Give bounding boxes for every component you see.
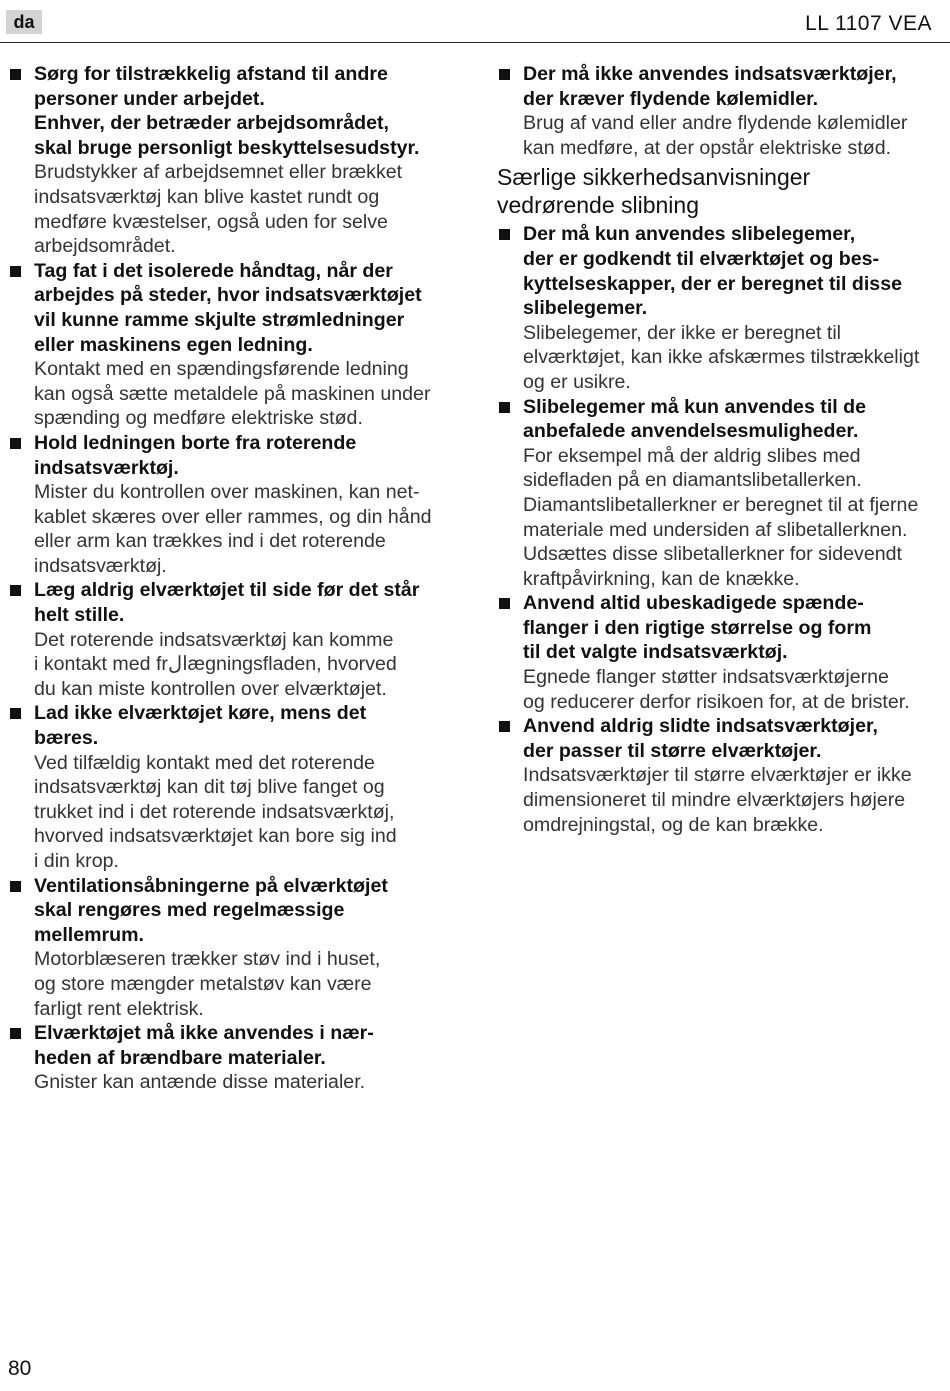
page-number: 80 — [8, 1357, 32, 1380]
bullet-body-line: Kontakt med en spændingsførende ledning — [34, 358, 409, 381]
model-name: LL 1107 VEA — [805, 12, 932, 35]
bullet-item — [8, 431, 448, 579]
square-bullet-icon — [499, 402, 510, 413]
bullet-item — [8, 259, 448, 431]
bullet-bold-line: til det valgte indsatsværktøj. — [523, 641, 788, 664]
header-divider — [0, 42, 950, 43]
bullet-body-line: Brudstykker af arbejdsemnet eller brækket — [34, 161, 403, 184]
bullet-body-line: dimensioneret til mindre elværktøjers højere — [523, 789, 906, 812]
section-heading-line: Særlige sikkerhedsanvisninger — [497, 164, 811, 191]
bullet-body-line: hvorved indsatsværktøjet kan bore sig ind — [34, 825, 397, 848]
bullet-bold-line: flanger i den rigtige størrelse og form — [523, 616, 872, 639]
bullet-body-line: medføre kvæstelser, også uden for selve — [34, 210, 388, 233]
square-bullet-icon — [499, 598, 510, 609]
bullet-bold-line: skal rengøres med regelmæssige — [34, 899, 345, 922]
bullet-bold-line: anbefalede anvendelsesmuligheder. — [523, 420, 859, 443]
bullet-body-line: kan også sætte metaldele på maskinen under — [34, 382, 431, 405]
bullet-body-line: kablet skæres over eller rammes, og din hånd — [34, 505, 432, 528]
bullet-bold-line: Der må ikke anvendes indsatsværktøjer, — [523, 63, 897, 85]
bullet-bold-line: Lad ikke elværktøjet køre, mens det — [34, 702, 367, 725]
bullet-body-line: arbejdsområdet. — [34, 235, 176, 258]
bullet-body-line: Indsatsværktøjer til større elværktøjer er ikke — [523, 764, 912, 787]
bullet-bold-line: Læg aldrig elværktøjet til side før det står — [34, 579, 420, 602]
bullet-bold-line: Sørg for tilstrækkelig afstand til andre — [34, 63, 388, 85]
bullet-body-line: i din krop. — [34, 850, 119, 872]
bullet-bold-line: der er godkendt til elværktøjet og bes- — [523, 247, 880, 270]
bullet-bold-line: Slibelegemer må kun anvendes til de — [523, 395, 867, 418]
bullet-body-line: Slibelegemer, der ikke er beregnet til — [523, 321, 842, 344]
bullet-bold-line: vil kunne ramme skjulte strømledninger — [34, 308, 405, 331]
bullet-body-line: kraftpåvirkning, kan de knække. — [523, 567, 800, 590]
bullet-bold-line: eller maskinens egen ledning. — [34, 333, 313, 356]
left-column — [8, 62, 448, 1095]
square-bullet-icon — [10, 585, 21, 596]
bullet-body-line: elværktøjet, kan ikke afskærmes tilstrækkeligt — [523, 346, 920, 369]
bullet-body-line: materiale med undersiden af slibetallerknen. — [523, 518, 908, 541]
bullet-bold-line: bæres. — [34, 727, 99, 750]
bullet-body-line: omdrejningstal, og de kan brække. — [523, 813, 824, 836]
bullet-bold-line: indsatsværktøj. — [34, 456, 179, 479]
bullet-body-line: og store mængder metalstøv kan være — [34, 972, 372, 995]
bullet-item — [497, 222, 937, 394]
bullet-bold-line: mellemrum. — [34, 923, 144, 946]
bullet-body-line: indsatsværktøj. — [34, 554, 167, 577]
square-bullet-icon — [10, 881, 21, 892]
bullet-body-line: kan medføre, at der opstår elektriske stød. — [523, 136, 892, 159]
section-heading-line: vedrørende slibning — [497, 191, 700, 218]
bullet-body-line: Det roterende indsatsværktøj kan komme — [34, 628, 394, 651]
bullet-body-line: Ved tilfældig kontakt med det roterende — [34, 751, 375, 774]
square-bullet-icon — [10, 266, 21, 277]
bullet-item — [8, 1021, 448, 1095]
bullet-item — [497, 591, 937, 714]
bullet-body-line: Egnede flanger støtter indsatsværktøjerne — [523, 666, 889, 689]
bullet-item — [497, 395, 937, 592]
bullet-body-line: trukket ind i det roterende indsatsværktøj, — [34, 800, 395, 823]
bullet-bold-line: Anvend altid ubeskadigede spænde- — [523, 592, 864, 615]
bullet-bold-line: personer under arbejdet. — [34, 87, 265, 110]
square-bullet-icon — [10, 438, 21, 449]
bullet-item — [497, 62, 937, 160]
bullet-body-line: Diamantslibetallerkner er beregnet til at fjerne — [523, 493, 919, 516]
bullet-body-line: For eksempel må der aldrig slibes med — [523, 444, 861, 467]
bullet-body-line: indsatsværktøj kan dit tøj blive fanget og — [34, 776, 385, 799]
bullet-item — [8, 62, 448, 259]
section-heading — [497, 164, 937, 219]
bullet-body-line: eller arm kan trækkes ind i det roterende — [34, 530, 386, 553]
bullet-body-line: sidefladen på en diamantslibetallerken. — [523, 469, 862, 492]
bullet-body-line: i kontakt med frالægningsfladen, hvorved — [34, 653, 397, 676]
bullet-bold-line: arbejdes på steder, hvor indsatsværktøjet — [34, 284, 422, 307]
bullet-bold-line: Tag fat i det isolerede håndtag, når der — [34, 259, 393, 282]
bullet-body-line: Brug af vand eller andre flydende kølemidler — [523, 112, 908, 135]
square-bullet-icon — [10, 1028, 21, 1039]
bullet-body-line: Udsættes disse slibetallerkner for sidevendt — [523, 543, 902, 566]
bullet-body-line: du kan miste kontrollen over elværktøjet. — [34, 677, 387, 700]
bullet-bold-line: heden af brændbare materialer. — [34, 1046, 326, 1069]
bullet-body-line: Mister du kontrollen over maskinen, kan net- — [34, 481, 420, 504]
bullet-item — [8, 701, 448, 873]
square-bullet-icon — [10, 708, 21, 719]
bullet-bold-line: skal bruge personligt beskyttelsesudstyr. — [34, 136, 420, 159]
right-column — [497, 62, 937, 837]
bullet-bold-line: Enhver, der betræder arbejdsområdet, — [34, 112, 389, 135]
bullet-bold-line: der passer til større elværktøjer. — [523, 739, 822, 762]
bullet-bold-line: Der må kun anvendes slibelegemer, — [523, 223, 856, 246]
bullet-body-line: og reducerer derfor risikoen for, at de brister. — [523, 690, 910, 713]
bullet-body-line: og er usikre. — [523, 370, 631, 393]
square-bullet-icon — [499, 721, 510, 732]
bullet-body-line: indsatsværktøj kan blive kastet rundt og — [34, 185, 380, 208]
bullet-body-line: farligt rent elektrisk. — [34, 997, 204, 1020]
bullet-bold-line: Anvend aldrig slidte indsatsværktøjer, — [523, 715, 878, 738]
bullet-item — [497, 714, 937, 837]
bullet-bold-line: Hold ledningen borte fra roterende — [34, 431, 357, 454]
bullet-item — [8, 578, 448, 701]
bullet-body-line: Motorblæseren trækker støv ind i huset, — [34, 948, 381, 971]
bullet-body-line: Gnister kan antænde disse materialer. — [34, 1071, 366, 1094]
bullet-bold-line: der kræver flydende kølemidler. — [523, 87, 819, 110]
square-bullet-icon — [499, 229, 510, 240]
bullet-bold-line: helt stille. — [34, 604, 125, 627]
square-bullet-icon — [10, 69, 21, 80]
bullet-bold-line: slibelegemer. — [523, 297, 648, 320]
bullet-bold-line: Elværktøjet må ikke anvendes i nær- — [34, 1022, 374, 1045]
bullet-bold-line: Ventilationsåbningerne på elværktøjet — [34, 874, 388, 897]
bullet-item — [8, 874, 448, 1022]
bullet-bold-line: kyttelseskapper, der er beregnet til disse — [523, 272, 902, 295]
bullet-body-line: spænding og medføre elektriske stød. — [34, 407, 363, 430]
square-bullet-icon — [499, 69, 510, 80]
language-badge: da — [6, 10, 42, 34]
